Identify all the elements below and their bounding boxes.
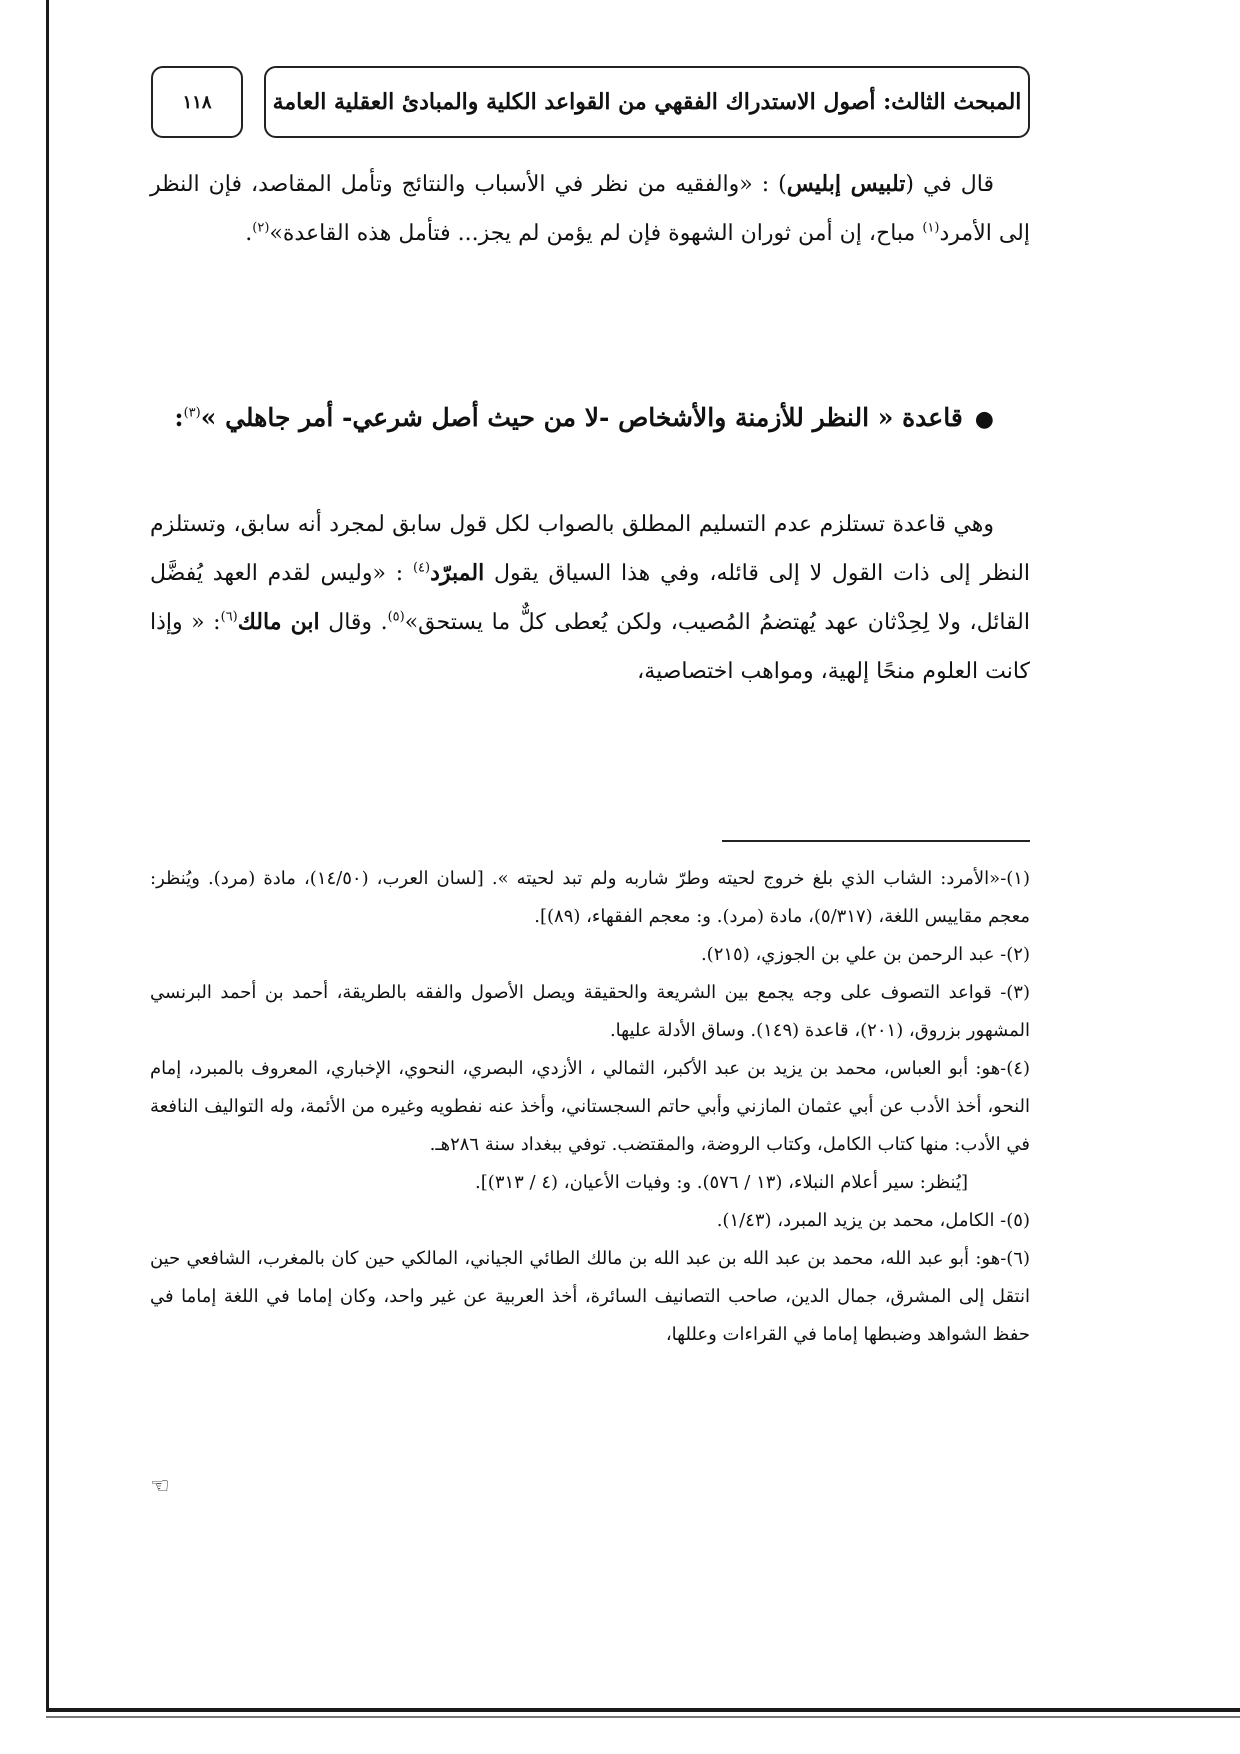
footnote-6: (٦)-هو: أبو عبد الله، محمد بن عبد الله بن عبد الله بن مالك الطائي الجياني، المالكي حين كان بالمغرب، الشافعي حين انتقل إلى المشرق، جمال الدين، صاحب التصانيف السائرة، أخذ العربية عن غير واحد، وكان إماما في اللغة إماما في حفظ الشواهد وضبطها إماما في القراءات وعللها، (150, 1248, 1030, 1345)
page-border-bottom-shadow (46, 1716, 1240, 1718)
running-header (264, 66, 1030, 138)
scholar-name-mubarrad: المبرّد (430, 560, 485, 586)
pointing-hand-icon: ☜ (150, 1474, 170, 1499)
footnote-3: (٣)- قواعد التصوف على وجه يجمع بين الشريعة والحقيقة ويصل الأصول والفقه بالطريقة، أحمد بن أحمد البرنسي المشهور بزروق، (٢٠١)، قاعدة (١٤٩). وساق الأدلة عليها. (150, 982, 1030, 1041)
footnote-separator (722, 840, 1030, 842)
footnote-ref-3[interactable]: (٣) (183, 405, 201, 421)
paragraph-2: وهي قاعدة تستلزم عدم التسليم المطلق بالصواب لكل قول سابق لمجرد أنه سابق، وتستلزم النظر إلى ذات القول لا إلى قائله، وفي هذا السياق يقول المبرّد$^{(٤)}$ : «وليس لقدم العهد يُفضَّل القائل، ولا لِحِدْثان عهد يُهتضمُ المُصيب، ولكن يُعطى كلٌّ ما يستحق»$^{(٥)}$. وقال ابن مالك$^{(٦)}$: « وإذا كانت العلوم منحًا إلهية، ومواهب اختصاصية، (150, 512, 1031, 684)
page-number: ١١٨ (151, 66, 243, 138)
bullet-icon: ● (974, 406, 994, 432)
scholar-name-ibn-malik: ابن مالك (237, 609, 320, 635)
footnote-ref-1[interactable]: (١) (922, 220, 940, 236)
footnote-1: (١)-«الأمرد: الشاب الذي بلغ خروج لحيته وطرّ شاربه ولم تبد لحيته ». [لسان العرب، (١٤/٥٠)، مادة (مرد). ويُنظر: معجم مقاييس اللغة، (٥/٣١٧)، مادة (مرد). و: معجم الفقهاء، (٨٩)]. (150, 868, 1030, 927)
paragraph-1: قال في (تلبيس إبليس) : «والفقيه من نظر في الأسباب والنتائج وتأمل المقاصد، فإن النظر إلى الأمرد$^{(١)}$ مباح، إن أمن ثوران الشهوة فإن لم يؤمن لم يجز... فتأمل هذه القاعدة»$^{(٢)}$. (150, 171, 1030, 246)
chapter-title: المبحث الثالث: أصول الاستدراك الفقهي من القواعد الكلية والمبادئ العقلية العامة (272, 89, 1022, 115)
rule-heading: ●قاعدة « النظر للأزمنة والأشخاص -لا من حيث أصل شرعي- أمر جاهلي »$^{(٣)}$: (150, 390, 1030, 447)
footnote-2: (٢)- عبد الرحمن بن علي بن الجوزي، (٢١٥). (700, 944, 1030, 965)
rule-text: النظر للأزمنة والأشخاص -لا من حيث أصل شرعي- أمر جاهلي (225, 403, 870, 432)
footnote-4: (٤)-هو: أبو العباس، محمد بن يزيد بن عبد الأكبر، الثمالي ، الأزدي، البصري، النحوي، الإخباري، المعروف بالمبرد، إمام النحو، أخذ الأدب عن أبي عثمان المازني وأبي حاتم السجستاني، وأخذ عنه نفطويه وغيره من الأئمة، وله التواليف النافعة في الأدب: منها كتاب الكامل، وكتاب الروضة، والمقتضب. توفي ببغداد سنة ٢٨٦هـ. [يُنظر: سير أعلام النبلاء، (١٣ / ٥٧٦). و: وفيات الأعيان، (٤ / ٣١٣)]. (150, 1050, 1030, 1202)
footnotes (150, 860, 1030, 1354)
book-title: تلبيس إبليس (786, 171, 906, 197)
footnote-4-citation: [يُنظر: سير أعلام النبلاء، (١٣ / ٥٧٦). و: وفيات الأعيان، (٤ / ٣١٣)]. (475, 1172, 968, 1193)
page-border-bottom (46, 1708, 1240, 1712)
footnote-ref-2[interactable]: (٢) (252, 220, 270, 236)
page-border-left (46, 0, 49, 1712)
footnote-ref-6[interactable]: (٦) (220, 609, 238, 625)
footnote-ref-4[interactable]: (٤) (412, 560, 431, 576)
footnote-ref-5[interactable]: (٥) (387, 609, 405, 625)
footnote-5: (٥)- الكامل، محمد بن يزيد المبرد، (١/٤٣). (716, 1210, 1030, 1231)
